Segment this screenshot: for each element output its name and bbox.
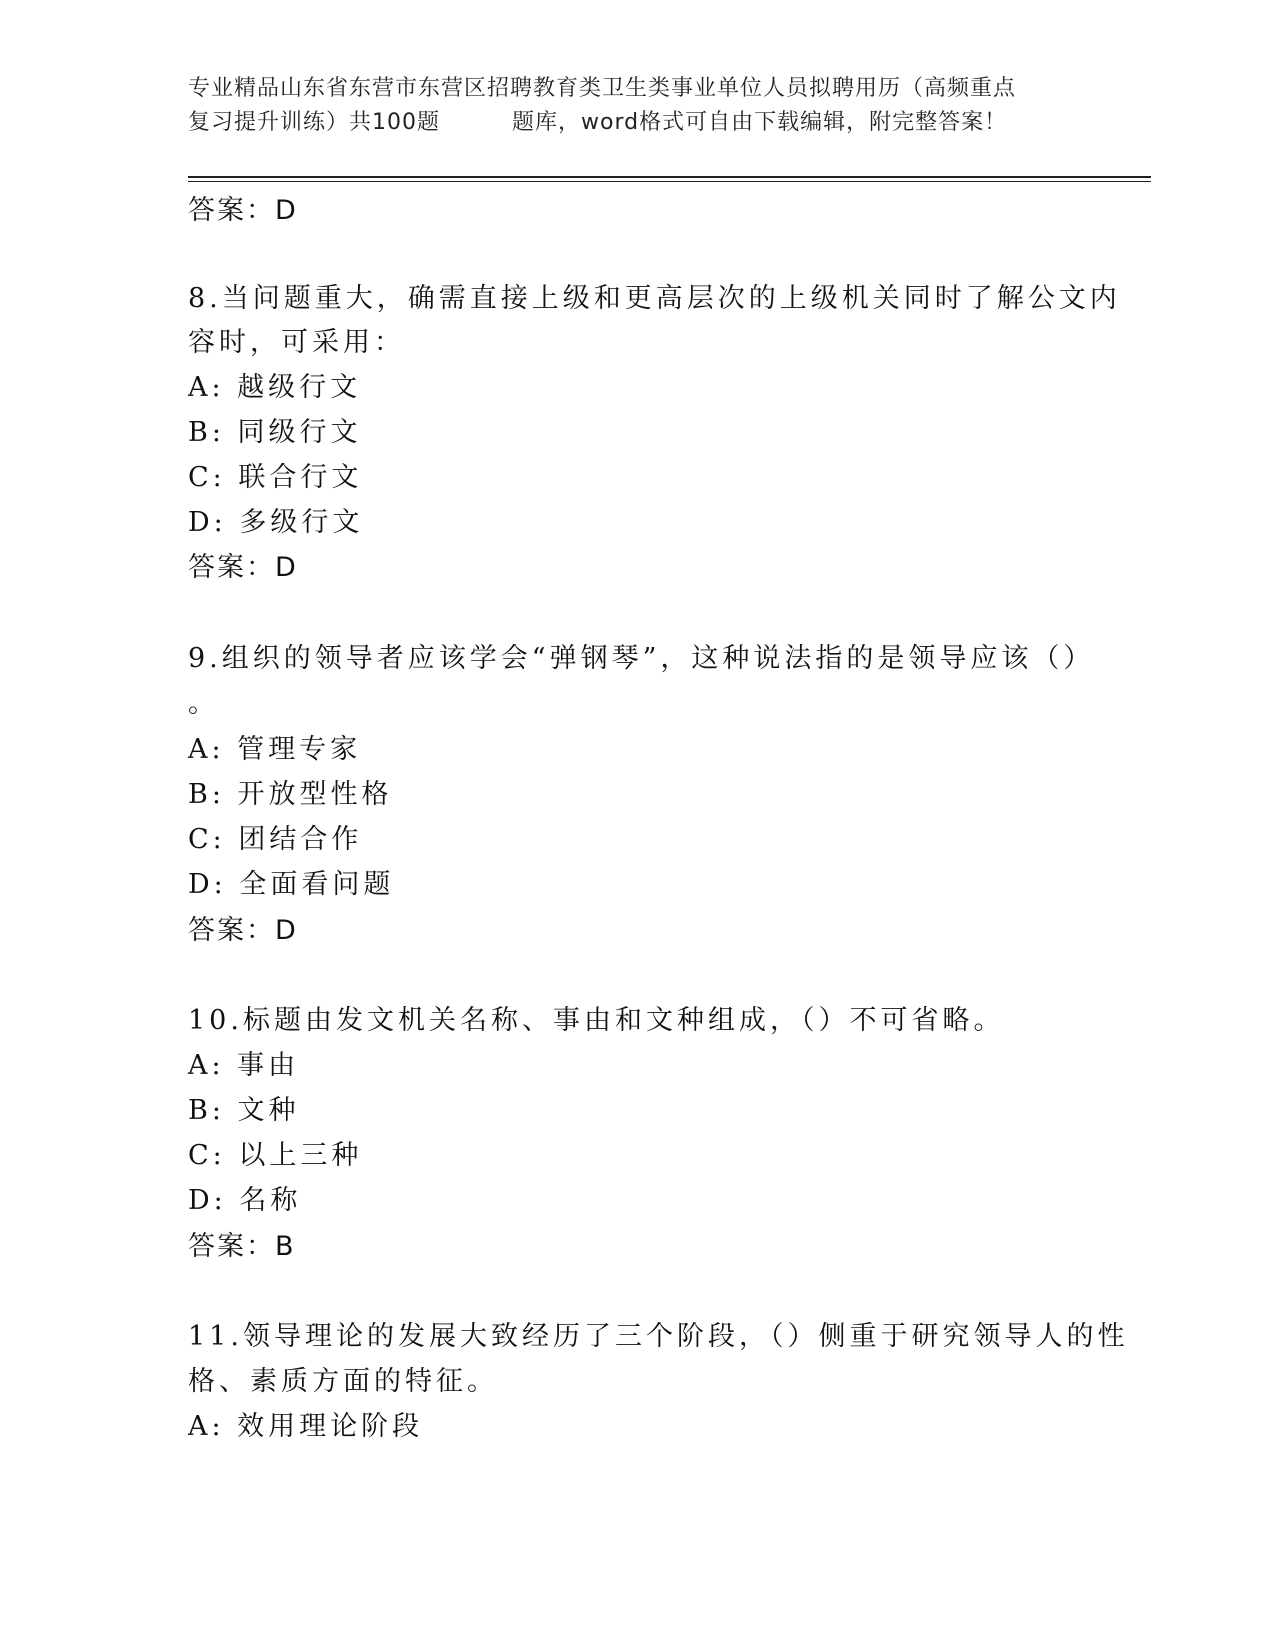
answer-line: 答案：D	[188, 195, 298, 226]
answer-line: 答案：D	[188, 915, 298, 946]
question-text-line: 8.当问题重大，确需直接上级和更高层次的上级机关同时了解公文内	[188, 283, 1121, 314]
question-text-line: A: 效用理论阶段	[188, 1411, 424, 1442]
question-text-line: B: 同级行文	[188, 417, 362, 448]
page-header	[188, 72, 1088, 140]
header-line-1: 专业精品山东省东营市东营区招聘教育类卫生类事业单位人员拟聘用历（高频重点	[188, 76, 1017, 101]
header-line-2b: 题库，word格式可自由下载编辑，附完整答案！	[512, 110, 1008, 135]
question-text-line: D: 名称	[188, 1185, 302, 1216]
question-text-line: D: 全面看问题	[188, 869, 395, 900]
header-rule	[188, 176, 1151, 178]
question-text-line: 格、素质方面的特征。	[188, 1366, 498, 1397]
question-text-line: 10.标题由发文机关名称、事由和文种组成，（）不可省略。	[188, 1005, 1005, 1036]
question-text-line: 容时，可采用：	[188, 327, 405, 358]
header-line-2a: 复习提升训练）共100题	[188, 110, 440, 135]
question-text-line: C: 团结合作	[188, 824, 363, 855]
header-line-2	[188, 106, 1088, 140]
header-rule-thin	[188, 181, 1151, 182]
question-text-line: 。	[188, 688, 219, 719]
question-text-line: C: 以上三种	[188, 1140, 363, 1171]
question-text-line: B: 文种	[188, 1095, 300, 1126]
question-text-line: A: 管理专家	[188, 734, 362, 765]
question-text-line: A: 越级行文	[188, 372, 362, 403]
question-text-line: C: 联合行文	[188, 462, 363, 493]
question-text-line: 9.组织的领导者应该学会“弹钢琴”，这种说法指的是领导应该（）	[188, 643, 1095, 674]
question-text-line: 11.领导理论的发展大致经历了三个阶段，（）侧重于研究领导人的性	[188, 1321, 1129, 1352]
question-text-line: B: 开放型性格	[188, 779, 393, 810]
answer-line: 答案：B	[188, 1231, 296, 1262]
answer-line: 答案：D	[188, 552, 298, 583]
question-text-line: D: 多级行文	[188, 507, 364, 538]
question-text-line: A: 事由	[188, 1050, 300, 1081]
